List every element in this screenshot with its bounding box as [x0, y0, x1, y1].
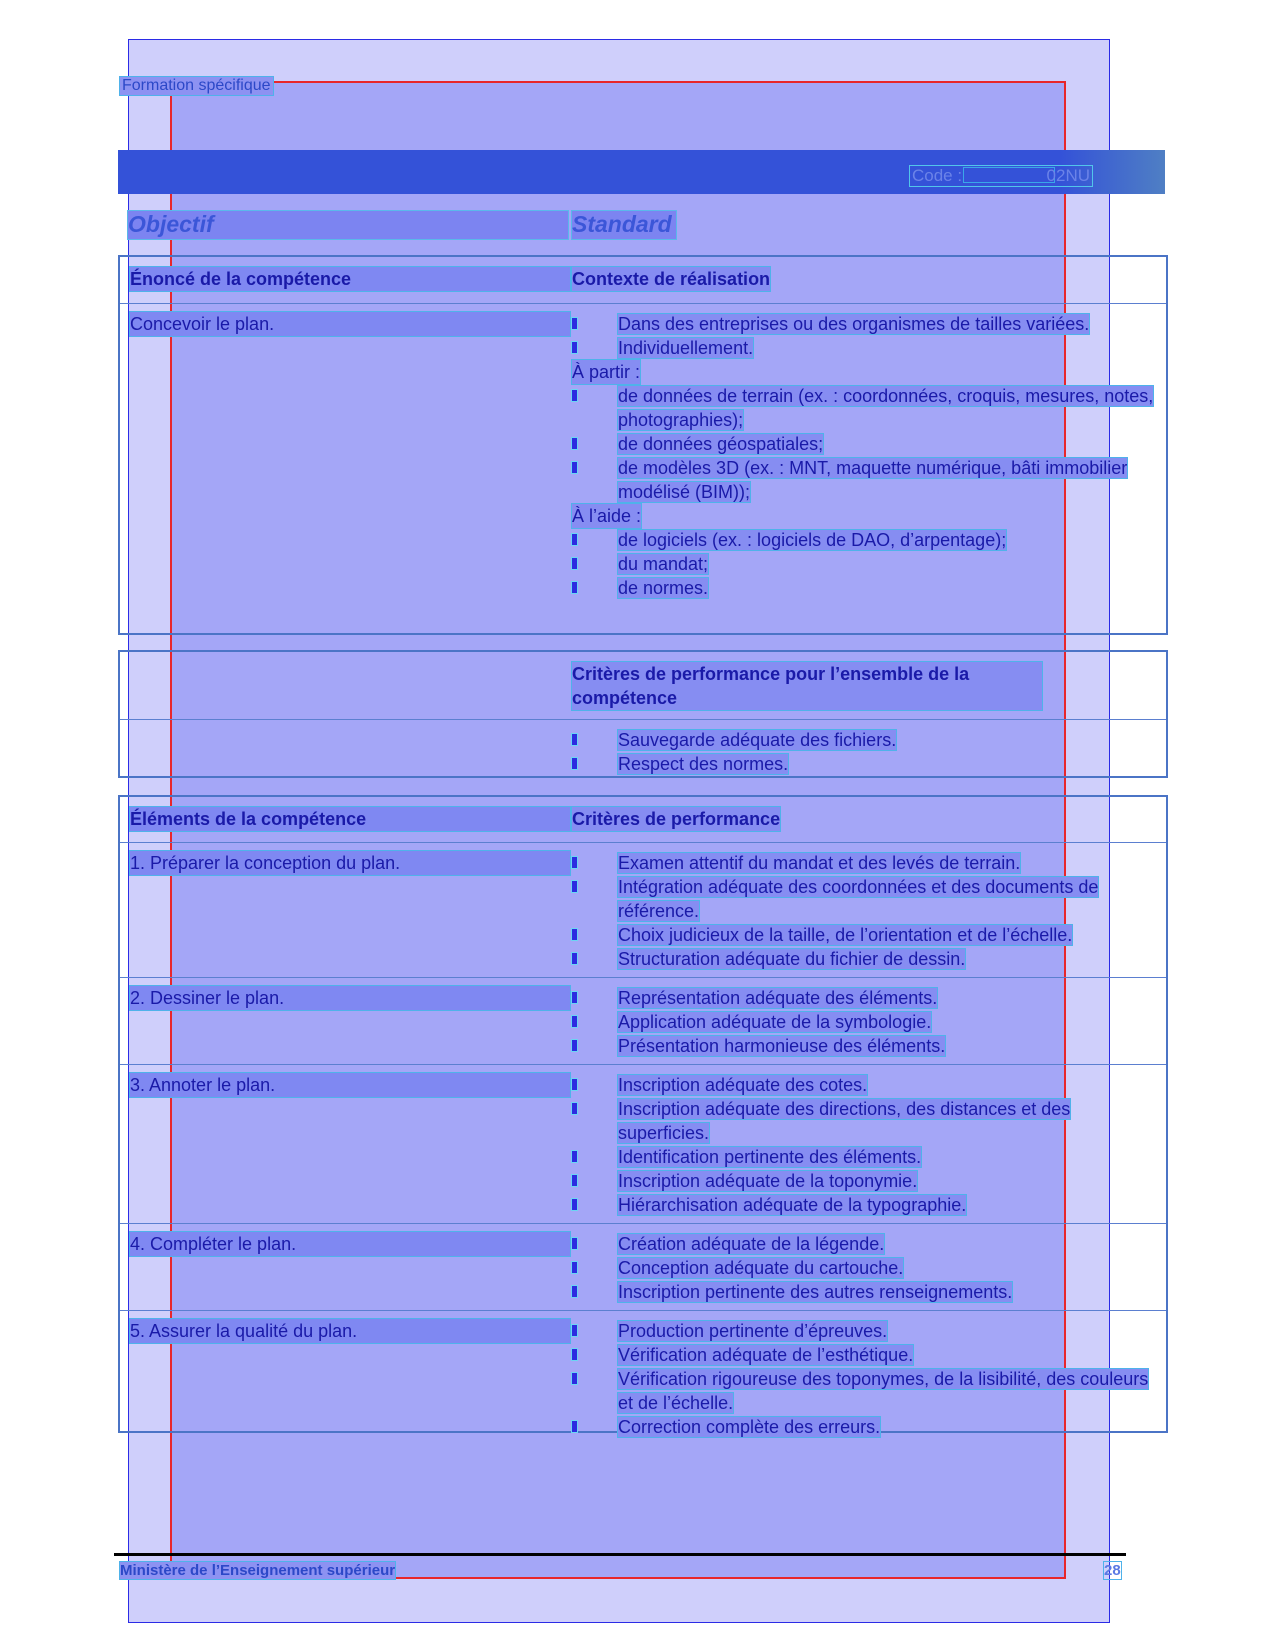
header-enonce: Énoncé de la compétence — [130, 267, 570, 291]
critere-item-text: Correction complète des erreurs. — [618, 1417, 881, 1437]
criteres-ensemble-list — [572, 728, 1162, 776]
header-elements: Éléments de la compétence — [130, 807, 570, 831]
contexte-item — [572, 576, 1162, 600]
table-row — [120, 1065, 1166, 1224]
critere-item — [572, 1193, 1162, 1217]
table-header-row — [120, 797, 1166, 843]
critere-item-text: Représentation adéquate des éléments. — [618, 988, 938, 1008]
contexte-intro: À l’aide : — [572, 506, 642, 526]
critere-item-text: Vérification rigoureuse des toponymes, de la lisibilité, des couleurs et de l’échelle. — [618, 1369, 1149, 1413]
contexte-item — [572, 528, 1162, 552]
critere-item — [572, 947, 1162, 971]
contexte-item-text: de logiciels (ex. : logiciels de DAO, d’arpentage); — [618, 530, 1007, 550]
element-text: 3. Annoter le plan. — [130, 1073, 570, 1097]
contexte-item-text: de données géospatiales; — [618, 434, 824, 454]
critere-item-text: Production pertinente d’épreuves. — [618, 1321, 888, 1341]
critere-item — [572, 1367, 1162, 1415]
table-criteres-ensemble — [118, 650, 1168, 778]
contexte-item-text: de normes. — [618, 578, 709, 598]
criteres-list — [572, 1073, 1162, 1231]
critere-item — [572, 1232, 1162, 1256]
critere-ensemble-item — [572, 752, 1162, 776]
footer-rule — [114, 1553, 1126, 1556]
contexte-item — [572, 312, 1162, 336]
element-text: 2. Dessiner le plan. — [130, 986, 570, 1010]
table-header-row — [120, 257, 1166, 304]
critere-item-text: Vérification adéquate de l’esthétique. — [618, 1345, 914, 1365]
contexte-item — [572, 336, 1162, 360]
critere-item-text: Examen attentif du mandat et des levés de terrain. — [618, 853, 1021, 873]
element-text: 4. Compléter le plan. — [130, 1232, 570, 1256]
critere-item — [572, 1010, 1162, 1034]
table-row — [120, 1311, 1166, 1445]
contexte-item-text: Individuellement. — [618, 338, 754, 358]
contexte-item-text: Dans des entreprises ou des organismes de tailles variées. — [618, 314, 1090, 334]
criteres-list — [572, 986, 1162, 1072]
critere-item — [572, 1145, 1162, 1169]
contexte-list — [572, 312, 1162, 616]
critere-item — [572, 1319, 1162, 1343]
critere-item — [572, 1097, 1162, 1145]
critere-item-text: Identification pertinente des éléments. — [618, 1147, 922, 1167]
table-header-row — [120, 652, 1166, 720]
section-objectif: Objectif — [128, 211, 568, 239]
running-header: Formation spécifique — [122, 77, 271, 94]
critere-item-text: Structuration adéquate du fichier de dessin. — [618, 949, 966, 969]
critere-item — [572, 875, 1162, 923]
critere-item-text: Hiérarchisation adéquate de la typographie. — [618, 1195, 967, 1215]
enonce-text: Concevoir le plan. — [130, 312, 570, 336]
contexte-item — [572, 552, 1162, 576]
contexte-item — [572, 456, 1162, 504]
table-elements-criteres — [118, 795, 1168, 1437]
contexte-item-text: de données de terrain (ex. : coordonnées, croquis, mesures, notes, photographies); — [618, 386, 1154, 430]
table-row — [120, 843, 1166, 978]
critere-item-text: Inscription adéquate de la toponymie. — [618, 1171, 918, 1191]
critere-item — [572, 1415, 1162, 1439]
critere-item — [572, 851, 1162, 875]
critere-item-text: Inscription pertinente des autres renseignements. — [618, 1282, 1013, 1302]
critere-item-text: Choix judicieux de la taille, de l’orientation et de l’échelle. — [618, 925, 1073, 945]
contexte-item — [572, 432, 1162, 456]
critere-item — [572, 1343, 1162, 1367]
header-criteres: Critères de performance — [572, 809, 781, 829]
table-row — [120, 720, 1166, 774]
criteres-list — [572, 851, 1162, 985]
criteres-list — [572, 1319, 1162, 1453]
table-row — [120, 304, 1166, 608]
criteres-list — [572, 1232, 1162, 1318]
table-row — [120, 1224, 1166, 1311]
critere-ensemble-item-text: Sauvegarde adéquate des fichiers. — [618, 730, 897, 750]
critere-item — [572, 1169, 1162, 1193]
table-enonce-contexte — [118, 255, 1168, 635]
element-text: 1. Préparer la conception du plan. — [130, 851, 570, 875]
critere-ensemble-item — [572, 728, 1162, 752]
page-number: 28 — [1104, 1562, 1121, 1579]
code-value: 02NU — [1046, 166, 1090, 185]
code-underline — [964, 168, 1054, 182]
critere-item-text: Intégration adéquate des coordonnées et des documents de référence. — [618, 877, 1099, 921]
code-label: Code : — [912, 166, 963, 185]
critere-item-text: Inscription adéquate des cotes. — [618, 1075, 868, 1095]
critere-item — [572, 1073, 1162, 1097]
critere-item — [572, 1280, 1162, 1304]
critere-item-text: Inscription adéquate des directions, des distances et des superficies. — [618, 1099, 1071, 1143]
critere-item — [572, 923, 1162, 947]
critere-ensemble-item-text: Respect des normes. — [618, 754, 789, 774]
critere-item-text: Création adéquate de la légende. — [618, 1234, 885, 1254]
header-criteres-ensemble: Critères de performance pour l’ensemble de la compétence — [572, 662, 1042, 710]
table-row — [120, 978, 1166, 1065]
critere-item — [572, 1034, 1162, 1058]
contexte-item-text: du mandat; — [618, 554, 709, 574]
section-standard: Standard — [572, 211, 676, 239]
element-text: 5. Assurer la qualité du plan. — [130, 1319, 570, 1343]
critere-item — [572, 986, 1162, 1010]
critere-item — [572, 1256, 1162, 1280]
header-contexte: Contexte de réalisation — [572, 269, 771, 289]
critere-item-text: Application adéquate de la symbologie. — [618, 1012, 932, 1032]
critere-item-text: Présentation harmonieuse des éléments. — [618, 1036, 946, 1056]
code-box — [910, 166, 1092, 186]
contexte-intro: À partir : — [572, 362, 641, 382]
footer-ministry: Ministère de l’Enseignement supérieur — [120, 1562, 396, 1579]
critere-item-text: Conception adéquate du cartouche. — [618, 1258, 904, 1278]
contexte-item — [572, 384, 1162, 432]
contexte-item-text: de modèles 3D (ex. : MNT, maquette numérique, bâti immobilier modélisé (BIM)); — [618, 458, 1128, 502]
